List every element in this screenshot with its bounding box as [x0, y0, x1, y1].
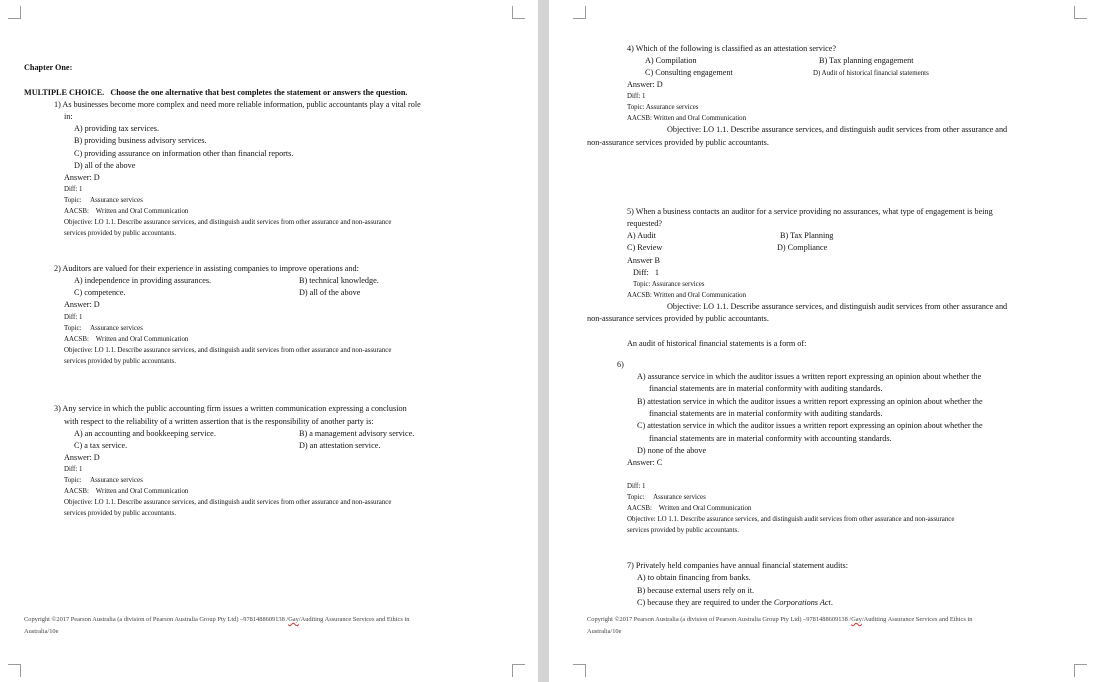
q7-option-b: B) because external users rely on it. [637, 586, 755, 595]
question-1-text: 1) As businesses become more complex and need more reliable information, public accountants play a vital role [54, 100, 421, 109]
q7-option-a: A) to obtain financing from banks. [637, 573, 751, 582]
q6-objective: Objective: LO 1.1. Describe assurance services, and distinguish audit services from other assurance and non-assurance [627, 516, 955, 523]
q2-topic: Topic: Assurance services [64, 325, 143, 332]
q2-option-c: C) competence. [74, 288, 126, 297]
q1-option-b: B) providing business advisory services. [74, 136, 207, 145]
q2-option-d: D) all of the above [299, 288, 361, 297]
q6-diff: Diff: 1 [627, 483, 646, 490]
q2-answer: Answer: D [64, 300, 100, 309]
chapter-title: Chapter One: [24, 63, 73, 72]
q1-option-d: D) all of the above [74, 161, 136, 170]
q6-topic: Topic: Assurance services [627, 494, 706, 501]
q1-topic: Topic: Assurance services [64, 197, 143, 204]
q4-option-a: A) Compilation [645, 56, 697, 65]
q2-aacsb: AACSB: Written and Oral Communication [64, 336, 189, 343]
section-heading: MULTIPLE CHOICE. Choose the one alternative that best completes the statement or answers the question. [24, 88, 408, 97]
q6-option-b-cont: financial statements are in material conformity with auditing standards. [649, 409, 883, 418]
page-corner-mark [512, 6, 525, 19]
q4-option-c: C) Consulting engagement [645, 68, 733, 77]
q6-option-c: C) attestation service in which the auditor issues a written report expressing an opinion about whether the [637, 421, 983, 430]
q2-option-b: B) technical knowledge. [299, 276, 379, 285]
q5-option-a: A) Audit [627, 231, 656, 240]
q4-option-d: D) Audit of historical financial statements [813, 70, 929, 77]
question-4-text: 4) Which of the following is classified as an attestation service? [627, 44, 837, 53]
q6-aacsb: AACSB: Written and Oral Communication [627, 505, 752, 512]
q6-objective-cont: services provided by public accountants. [627, 527, 739, 534]
q1-answer: Answer: D [64, 173, 100, 182]
q5-option-c: C) Review [627, 243, 663, 252]
q5-objective: Objective: LO 1.1. Describe assurance services, and distinguish audit services from other assurance and [667, 302, 1008, 311]
page-footer-cont: Australia/10e [587, 628, 622, 635]
q5-diff: Diff: 1 [633, 268, 660, 277]
page-corner-mark [573, 6, 586, 19]
q3-option-b: B) a management advisory service. [299, 429, 415, 438]
question-7-text: 7) Privately held companies have annual financial statement audits: [627, 561, 848, 570]
page-corner-mark [1074, 6, 1087, 19]
q6-option-c-cont: financial statements are in material conformity with accounting standards. [649, 434, 892, 443]
q1-option-c: C) providing assurance on information other than financial reports. [74, 149, 294, 158]
q1-objective-cont: services provided by public accountants. [64, 230, 176, 237]
q6-option-b: B) attestation service in which the auditor issues a written report expressing an opinion about whether the [637, 397, 983, 406]
q5-objective-cont: non-assurance services provided by public accountants. [587, 314, 769, 323]
page-corner-mark [512, 664, 525, 677]
question-5-text-cont: requested? [627, 219, 663, 228]
q4-aacsb: AACSB: Written and Oral Communication [627, 115, 747, 122]
q1-aacsb: AACSB: Written and Oral Communication [64, 208, 189, 215]
q3-answer: Answer: D [64, 453, 100, 462]
q2-objective-cont: services provided by public accountants. [64, 358, 176, 365]
q4-option-b: B) Tax planning engagement [819, 56, 914, 65]
question-3-text-cont: with respect to the reliability of a written assertion that is the responsibility of another party is: [64, 417, 374, 426]
q4-answer: Answer: D [627, 80, 663, 89]
q3-diff: Diff: 1 [64, 466, 83, 473]
q6-option-d: D) none of the above [637, 446, 707, 455]
q4-objective-cont: non-assurance services provided by public accountants. [587, 138, 769, 147]
q1-diff: Diff: 1 [64, 186, 83, 193]
q3-topic: Topic: Assurance services [64, 477, 143, 484]
page-corner-mark [573, 664, 586, 677]
q4-diff: Diff: 1 [627, 93, 646, 100]
question-3-text: 3) Any service in which the public accounting firm issues a written communication expressing a conclusion [54, 404, 407, 413]
page-corner-mark [1074, 664, 1087, 677]
q3-option-d: D) an attestation service. [299, 441, 381, 450]
q7-option-c: C) because they are required to under the Corporations Act. [637, 598, 833, 607]
q3-objective-cont: services provided by public accountants. [64, 510, 176, 517]
q4-topic: Topic: Assurance services [627, 104, 699, 111]
page-gap [538, 0, 549, 682]
q5-answer: Answer B [627, 256, 660, 265]
q2-objective: Objective: LO 1.1. Describe assurance services, and distinguish audit services from other assurance and non-assurance [64, 347, 392, 354]
q4-objective: Objective: LO 1.1. Describe assurance services, and distinguish audit services from other assurance and [667, 125, 1008, 134]
page-corner-mark [8, 664, 21, 677]
q5-aacsb: AACSB: Written and Oral Communication [627, 292, 747, 299]
q1-option-a: A) providing tax services. [74, 124, 160, 133]
q1-objective: Objective: LO 1.1. Describe assurance services, and distinguish audit services from other assurance and non-assurance [64, 219, 392, 226]
q3-aacsb: AACSB: Written and Oral Communication [64, 488, 189, 495]
q6-answer: Answer: C [627, 458, 663, 467]
q5-option-d: D) Compliance [777, 243, 828, 252]
q3-option-a: A) an accounting and bookkeeping service. [74, 429, 216, 438]
q5-option-b: B) Tax Planning [780, 231, 834, 240]
question-2-text: 2) Auditors are valued for their experience in assisting companies to improve operations and: [54, 264, 359, 273]
q3-option-c: C) a tax service. [74, 441, 128, 450]
q3-objective: Objective: LO 1.1. Describe assurance services, and distinguish audit services from other assurance and non-assurance [64, 499, 392, 506]
question-6-stem: An audit of historical financial statements is a form of: [627, 339, 807, 348]
document-page-right [549, 0, 1094, 682]
question-5-text: 5) When a business contacts an auditor for a service providing no assurances, what type of engagement is being [627, 207, 993, 216]
question-6-number: 6) [617, 360, 624, 369]
question-1-text-cont: in: [64, 112, 73, 121]
page-footer: Copyright ©2017 Pearson Australia (a division of Pearson Australia Group Pty Ltd) –9781488609138 /Gay/Auditing Assurance Services and Ethics in [587, 616, 973, 623]
page-footer-cont: Australia/10e [24, 628, 59, 635]
q5-topic: Topic: Assurance services [633, 281, 705, 288]
q2-option-a: A) independence in providing assurances. [74, 276, 212, 285]
q6-option-a: A) assurance service in which the auditor issues a written report expressing an opinion about whether the [637, 372, 982, 381]
document-page-left [0, 0, 538, 682]
page-corner-mark [8, 6, 21, 19]
page-footer: Copyright ©2017 Pearson Australia (a division of Pearson Australia Group Pty Ltd) –9781488609138 /Gay/Auditing Assurance Services and Ethics in [24, 616, 410, 623]
q6-option-a-cont: financial statements are in material conformity with auditing standards. [649, 384, 883, 393]
q2-diff: Diff: 1 [64, 314, 83, 321]
